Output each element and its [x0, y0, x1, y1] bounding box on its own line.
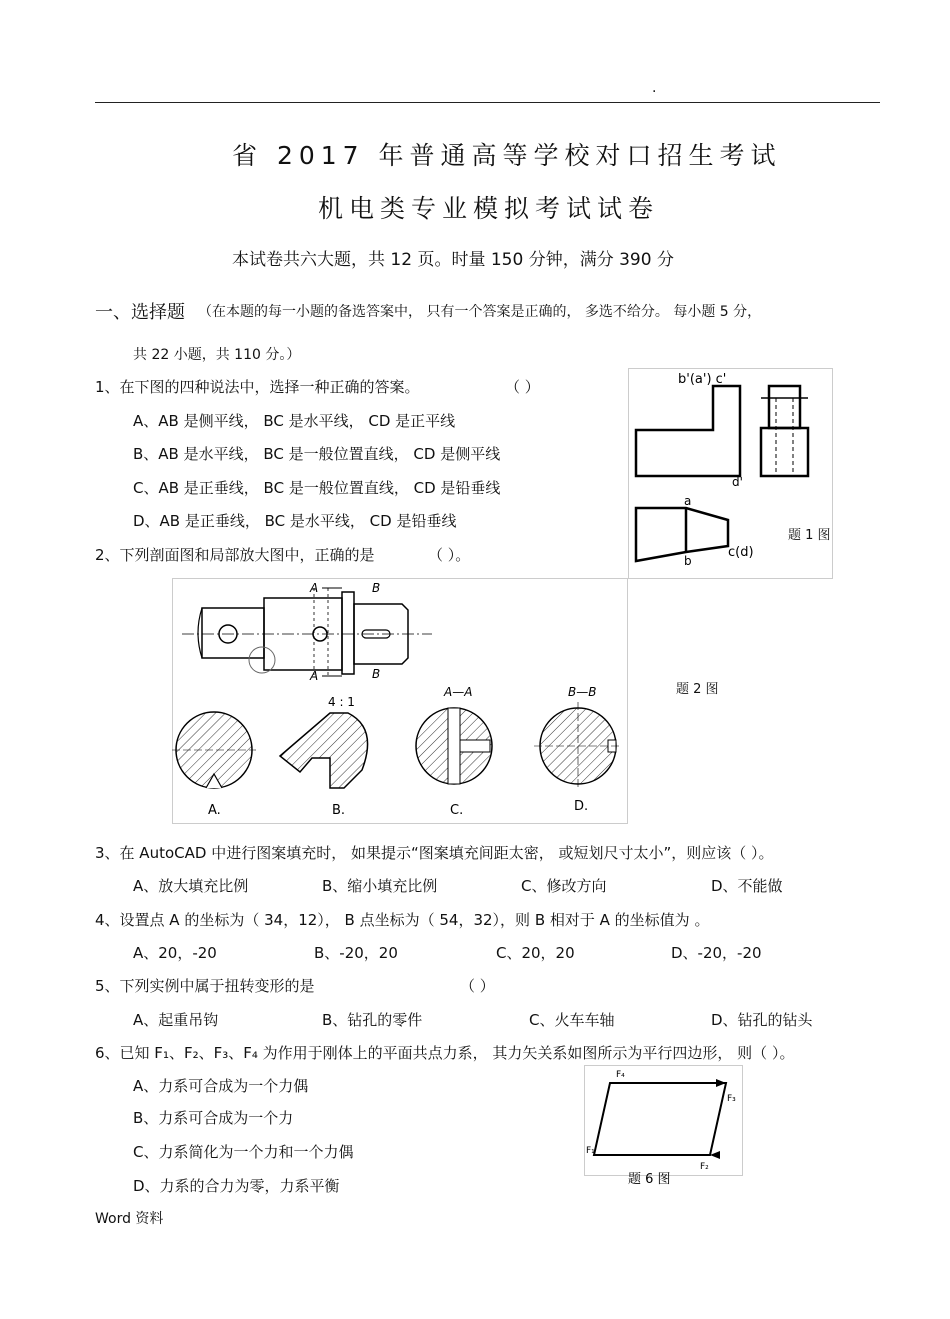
- figure-2-frame: [173, 579, 628, 824]
- question-stem: 1、在下图的四种说法中，选择一种正确的答案。: [95, 378, 420, 396]
- answer-blank: （ ）。: [428, 546, 471, 564]
- shaft-left: [202, 608, 264, 658]
- option: A、AB 是侧平线， BC 是水平线， CD 是正平线: [133, 412, 456, 430]
- option: A、20，-20: [133, 944, 217, 962]
- page-subtitle: 机电类专业模拟考试试卷: [318, 194, 660, 223]
- exam-info: 本试卷共六大题，共 12 页。时量 150 分钟，满分 390 分: [232, 250, 674, 270]
- question-stem: 4、设置点 A 的坐标为（ 34，12）， B 点坐标为（ 54，32），则 B 相对于 A 的坐标值为 。: [95, 911, 710, 929]
- question-stem: 5、下列实例中属于扭转变形的是: [95, 977, 315, 995]
- option: D、不能做: [711, 877, 783, 895]
- answer-blank: （ ）: [460, 977, 495, 995]
- figure-1: [628, 368, 834, 580]
- label-B-top: B: [372, 581, 381, 595]
- option: B、力系可合成为一个力: [133, 1109, 294, 1127]
- keyway-section: [460, 740, 490, 752]
- label-f4: F₄: [616, 1070, 625, 1080]
- option: B、-20，20: [314, 944, 398, 962]
- option-b-label: B.: [332, 803, 346, 818]
- page-title: 省 2017 年普通高等学校对口招生考试: [232, 141, 782, 170]
- option-b-detail: [280, 713, 368, 788]
- header-rule: [95, 102, 880, 103]
- header-dot: .: [652, 80, 657, 96]
- option: C、20，20: [496, 944, 575, 962]
- label-B-bottom: B: [372, 667, 381, 681]
- question-stem: 6、已知 F₁、F₂、F₃、F₄ 为作用于刚体上的平面共点力系， 其力矢关系如图所示为平行四边形， 则（ ）。: [95, 1044, 795, 1062]
- section-note: （在本题的每一小题的备选答案中， 只有一个答案是正确的， 多选不给分。 每小题 5 分，: [198, 304, 762, 320]
- option: D、AB 是正垂线， BC 是水平线， CD 是铅垂线: [133, 512, 457, 530]
- section-BB-label: B—B: [568, 685, 597, 699]
- option: B、缩小填充比例: [322, 877, 438, 895]
- option: B、钻孔的零件: [322, 1011, 423, 1029]
- figure-2-caption: 题 2 图: [676, 682, 719, 697]
- option: C、修改方向: [521, 877, 607, 895]
- figure-6-caption: 题 6 图: [628, 1172, 671, 1187]
- question-stem: 2、下列剖面图和局部放大图中，正确的是: [95, 546, 375, 564]
- scale-label: 4 : 1: [328, 695, 355, 709]
- label-f1: F₁: [586, 1146, 595, 1156]
- option: D、-20，-20: [671, 944, 762, 962]
- option: A、放大填充比例: [133, 877, 249, 895]
- fig1-label-b: b: [684, 554, 692, 568]
- label-f2: F₂: [700, 1162, 709, 1172]
- section-heading: 一、选择题: [95, 302, 185, 323]
- option-d-label: D.: [574, 799, 589, 814]
- section-AA-label: A—A: [444, 685, 473, 699]
- option: D、力系的合力为零，力系平衡: [133, 1177, 340, 1195]
- footer-text: Word 资料: [95, 1211, 164, 1227]
- option: D、钻孔的钻头: [711, 1011, 813, 1029]
- figure-6: [584, 1065, 744, 1197]
- fig1-label-a: a: [684, 494, 692, 508]
- option-a-label: A.: [208, 803, 221, 818]
- shaft-collar: [342, 592, 354, 674]
- bore: [448, 708, 460, 784]
- front-view-outline: [636, 386, 740, 476]
- figure-1-caption: 题 1 图: [788, 528, 831, 543]
- label-A-top: A: [310, 581, 319, 595]
- option: B、AB 是水平线， BC 是一般位置直线， CD 是侧平线: [133, 445, 501, 463]
- option: C、火车车轴: [529, 1011, 615, 1029]
- option: C、AB 是正垂线， BC 是一般位置直线， CD 是铅垂线: [133, 479, 501, 497]
- top-view-outline: [636, 508, 728, 561]
- section-note: 共 22 小题，共 110 分。）: [133, 347, 301, 363]
- option-c-label: C.: [450, 803, 464, 818]
- figure-2: [172, 578, 628, 824]
- fig1-label-top: b'(a') c': [678, 372, 727, 387]
- option: C、力系简化为一个力和一个力偶: [133, 1143, 354, 1161]
- question-stem: 3、在 AutoCAD 中进行图案填充时， 如果提示“图案填充间距太密， 或短划尺寸太小”，则应该（ ）。: [95, 844, 774, 862]
- force-parallelogram: [594, 1083, 726, 1155]
- label-f3: F₃: [727, 1094, 736, 1104]
- option: A、起重吊钩: [133, 1011, 219, 1029]
- side-view-upper: [769, 386, 800, 428]
- answer-blank: （ ）: [505, 378, 540, 396]
- fig1-label-d-prime: d': [732, 475, 743, 489]
- fig1-label-cd: c(d): [728, 545, 754, 560]
- label-A-bottom: A: [310, 669, 319, 683]
- option: A、力系可合成为一个力偶: [133, 1077, 309, 1095]
- side-view-lower: [761, 428, 808, 476]
- detail-circle: [249, 647, 275, 673]
